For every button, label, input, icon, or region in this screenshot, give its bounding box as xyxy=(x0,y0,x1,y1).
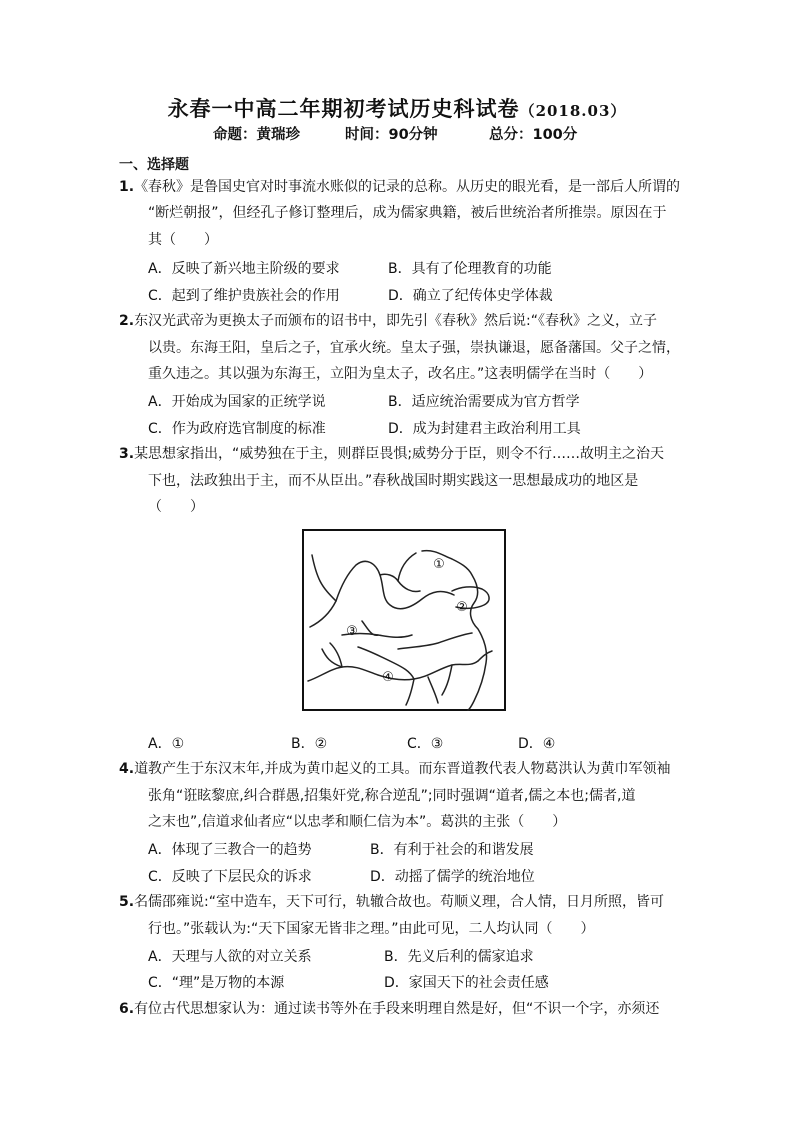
section-heading: 一、选择题 xyxy=(119,157,189,173)
map-label-2: ② xyxy=(456,600,468,615)
question-5-option-a[interactable]: A．天理与人欲的对立关系 xyxy=(148,949,312,965)
question-4-number: 4. xyxy=(119,761,135,777)
question-3-option-b[interactable]: B．② xyxy=(291,736,328,752)
question-1-option-a[interactable]: A．反映了新兴地主阶级的要求 xyxy=(148,261,340,277)
question-1-line-2: “断烂朝报”，但经孔子修订整理后，成为儒家典籍，被后世统治者所推崇。原因在于 xyxy=(148,205,667,221)
question-2-option-d[interactable]: D．成为封建君主政治利用工具 xyxy=(388,421,581,437)
question-2-number: 2. xyxy=(119,313,135,329)
question-2-option-c[interactable]: C．作为政府选官制度的标准 xyxy=(148,421,326,437)
question-5-line-2: 行也。”张载认为:“天下国家无皆非之理。”由此可见，二人均认同（ ） xyxy=(148,921,595,937)
question-5-option-b[interactable]: B．先义后利的儒家追求 xyxy=(384,949,534,965)
question-4-option-c[interactable]: C．反映了下层民众的诉求 xyxy=(148,869,312,885)
question-1-line-1: 1.《春秋》是鲁国史官对时事流水账似的记录的总称。从历史的眼光看，是一部后人所谓的 xyxy=(119,179,681,195)
exam-score: 总分：100分 xyxy=(489,127,578,143)
map-label-4: ④ xyxy=(382,670,394,685)
map-label-3: ③ xyxy=(346,624,358,639)
question-6-number: 6. xyxy=(119,1001,135,1017)
question-6-line-1: 6.有位古代思想家认为：通过读书等外在手段来明理自然是好，但“不识一个字，亦须还 xyxy=(119,1001,660,1017)
question-4-option-d[interactable]: D．动摇了儒学的统治地位 xyxy=(370,869,535,885)
question-3-number: 3. xyxy=(119,446,135,462)
question-4-line-1: 4.道教产生于东汉末年,并成为黄巾起义的工具。而东晋道教代表人物葛洪认为黄巾军领袖 xyxy=(119,761,671,777)
question-5-option-c[interactable]: C．“理”是万物的本源 xyxy=(148,975,285,991)
question-3-line-3: （ ） xyxy=(148,499,204,515)
exam-author: 命题：黄瑞珍 xyxy=(213,127,300,143)
question-4-line-2: 张角“诳眩黎庶,纠合群愚,招集奸党,称合逆乱”;同时强调“道者,儒之本也;儒者,道 xyxy=(148,788,636,804)
question-4-option-b[interactable]: B．有利于社会的和谐发展 xyxy=(370,842,534,858)
question-2-option-a[interactable]: A．开始成为国家的正统学说 xyxy=(148,394,326,410)
exam-title-text: 永春一中高二年期初考试历史科试卷 xyxy=(167,96,520,121)
question-2-line-2: 以贵。东海王阳，皇后之子，宜承火统。皇太子强，崇执谦退，愿备藩国。父子之情， xyxy=(148,340,680,356)
question-3-option-d[interactable]: D．④ xyxy=(518,736,556,752)
question-1-option-c[interactable]: C．起到了维护贵族社会的作用 xyxy=(148,288,340,304)
question-2-option-b[interactable]: B．适应统治需要成为官方哲学 xyxy=(388,394,580,410)
question-4-line-3: 之末也”,信道求仙者应“以忠孝和顺仁信为本”。葛洪的主张（ ） xyxy=(148,814,567,830)
ancient-china-map xyxy=(302,529,506,711)
question-3-option-c[interactable]: C．③ xyxy=(407,736,444,752)
map-label-1: ① xyxy=(433,557,445,572)
exam-date: （2018.03） xyxy=(519,102,627,120)
question-1-number: 1. xyxy=(119,179,135,195)
question-1-option-b[interactable]: B．具有了伦理教育的功能 xyxy=(388,261,552,277)
question-2-line-3: 重久违之。其以强为东海王，立阳为皇太子，改名庄。”这表明儒学在当时（ ） xyxy=(148,366,653,382)
question-3-line-1: 3.某思想家指出，“威势独在于主，则群臣畏惧;威势分于臣，则令不行……故明主之治天 xyxy=(119,446,665,462)
exam-title xyxy=(0,93,794,123)
question-1-option-d[interactable]: D．确立了纪传体史学体裁 xyxy=(388,288,553,304)
question-3-line-2: 下也，法政独出于主，而不从臣出。”春秋战国时期实践这一思想最成功的地区是 xyxy=(148,473,639,489)
exam-time: 时间：90分钟 xyxy=(345,127,438,143)
question-2-line-1: 2.东汉光武帝为更换太子而颁布的诏书中，即先引《春秋》然后说:“《春秋》之义，立子 xyxy=(119,313,658,329)
question-5-option-d[interactable]: D．家国天下的社会责任感 xyxy=(384,975,549,991)
question-3-option-a[interactable]: A．① xyxy=(148,736,185,752)
question-4-option-a[interactable]: A．体现了三教合一的趋势 xyxy=(148,842,312,858)
question-1-line-3: 其（ ） xyxy=(148,232,218,248)
question-5-number: 5. xyxy=(119,894,135,910)
question-5-line-1: 5.名儒邵雍说:“室中造车，天下可行，轨辙合故也。苟顺义理，合人情，日月所照，皆可 xyxy=(119,894,665,910)
